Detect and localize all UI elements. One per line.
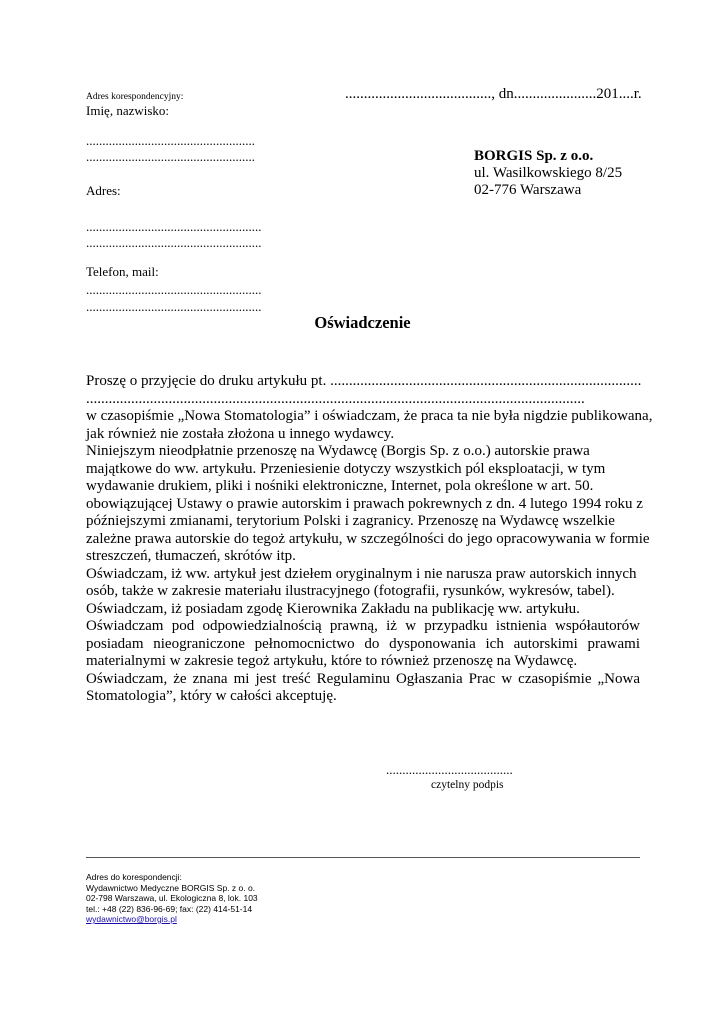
body-line: zależne prawa autorskie do tegoż artykułu, w szczególności do jego opracowywania w formie: [86, 530, 650, 547]
article-title-field-continuation[interactable]: .....................................................................................................................................: [86, 390, 585, 407]
name-field-line-2[interactable]: ....................................................: [86, 149, 255, 164]
body-line: Stomatologia”, który w całości akceptuję.: [86, 688, 337, 704]
body-line: Oświadczam, iż posiadam zgodę Kierownika Zakładu na publikację ww. artykułu.: [86, 600, 580, 617]
footer-street: 02-798 Warszawa, ul. Ekologiczna 8, lok. 103: [86, 893, 258, 903]
footer-company: Wydawnictwo Medyczne BORGIS Sp. z o. o.: [86, 882, 256, 893]
body-line: materialnymi w zakresie tegoż artykułu, które to również przenoszę na Wydawcę.: [86, 653, 578, 669]
address-field-line-1[interactable]: ......................................................: [86, 219, 262, 234]
footer-divider: [86, 857, 640, 858]
correspondence-address-label: Adres korespondencyjny:: [86, 92, 184, 102]
body-line: późniejszymi zmianami, terytorium Polski i zagranicy. Przenoszę na Wydawcę wszelkie: [86, 513, 615, 529]
name-field-line-1[interactable]: ....................................................: [86, 133, 255, 148]
body-line: obowiązującej Ustawy o prawie autorskim i prawach pokrewnych z dn. 4 lutego 1994 roku z: [86, 495, 643, 512]
footer-address: [86, 872, 258, 925]
body-line: jak również nie została złożona u innego wydawcy.: [86, 425, 395, 442]
footer-phone-fax: tel.: +48 (22) 836-96-69; fax: (22) 414-51-14: [86, 903, 253, 914]
body-line: streszczeń, tłumaczeń, skrótów itp.: [86, 548, 296, 564]
body-line: Oświadczam pod odpowiedzialnością prawną, iż w przypadku istnienia współautorów: [86, 618, 640, 634]
signature-field[interactable]: .......................................: [386, 762, 513, 777]
body-line: posiadam nieograniczone pełnomocnictwo do dysponowania ich autorskimi prawami: [86, 635, 640, 652]
recipient-street: ul. Wasilkowskiego 8/25: [474, 165, 623, 181]
address-label: Adres:: [86, 183, 121, 198]
document-title: Oświadczenie: [314, 313, 411, 332]
date-place-field[interactable]: ......................................., dn......................201....r.: [345, 86, 642, 102]
signature-label: czytelny podpis: [431, 779, 504, 791]
contact-label: Telefon, mail:: [86, 264, 159, 279]
body-line: Oświadczam, iż ww. artykuł jest dziełem oryginalnym i nie narusza praw autorskich innych: [86, 565, 637, 582]
body-line: Oświadczam, że znana mi jest treść Regulaminu Ogłaszania Prac w czasopiśmie „Nowa: [86, 670, 640, 687]
body-line: w czasopiśmie „Nowa Stomatologia” i oświadczam, że praca ta nie była nigdzie publikowana,: [86, 408, 653, 424]
body-line: osób, także w zakresie materiału ilustracyjnego (fotografii, rysunków, wykresów, tabel).: [86, 583, 615, 599]
address-field-line-2[interactable]: ......................................................: [86, 235, 262, 250]
contact-field-line-1[interactable]: ......................................................: [86, 282, 262, 297]
recipient-name: BORGIS Sp. z o.o.: [474, 148, 594, 164]
contact-field-line-2[interactable]: ......................................................: [86, 299, 262, 314]
footer-email-link[interactable]: wydawnictwo@borgis.pl: [86, 914, 177, 924]
body-line: Niniejszym nieodpłatnie przenoszę na Wydawcę (Borgis Sp. z o.o.) autorskie prawa: [86, 443, 590, 459]
recipient-city: 02-776 Warszawa: [474, 182, 582, 198]
statement-body: [86, 373, 653, 706]
name-label: Imię, nazwisko:: [86, 103, 170, 118]
footer-label: Adres do korespondencji:: [86, 872, 182, 882]
body-line: wydawanie drukiem, pliki i nośniki elektroniczne, Internet, pola określone w art. 50.: [86, 478, 594, 494]
body-line: majątkowe do ww. artykułu. Przeniesienie dotyczy wszystkich pól eksploatacji, w tym: [86, 460, 606, 477]
article-title-field[interactable]: Proszę o przyjęcie do druku artykułu pt. ...................................................................................: [86, 373, 642, 389]
